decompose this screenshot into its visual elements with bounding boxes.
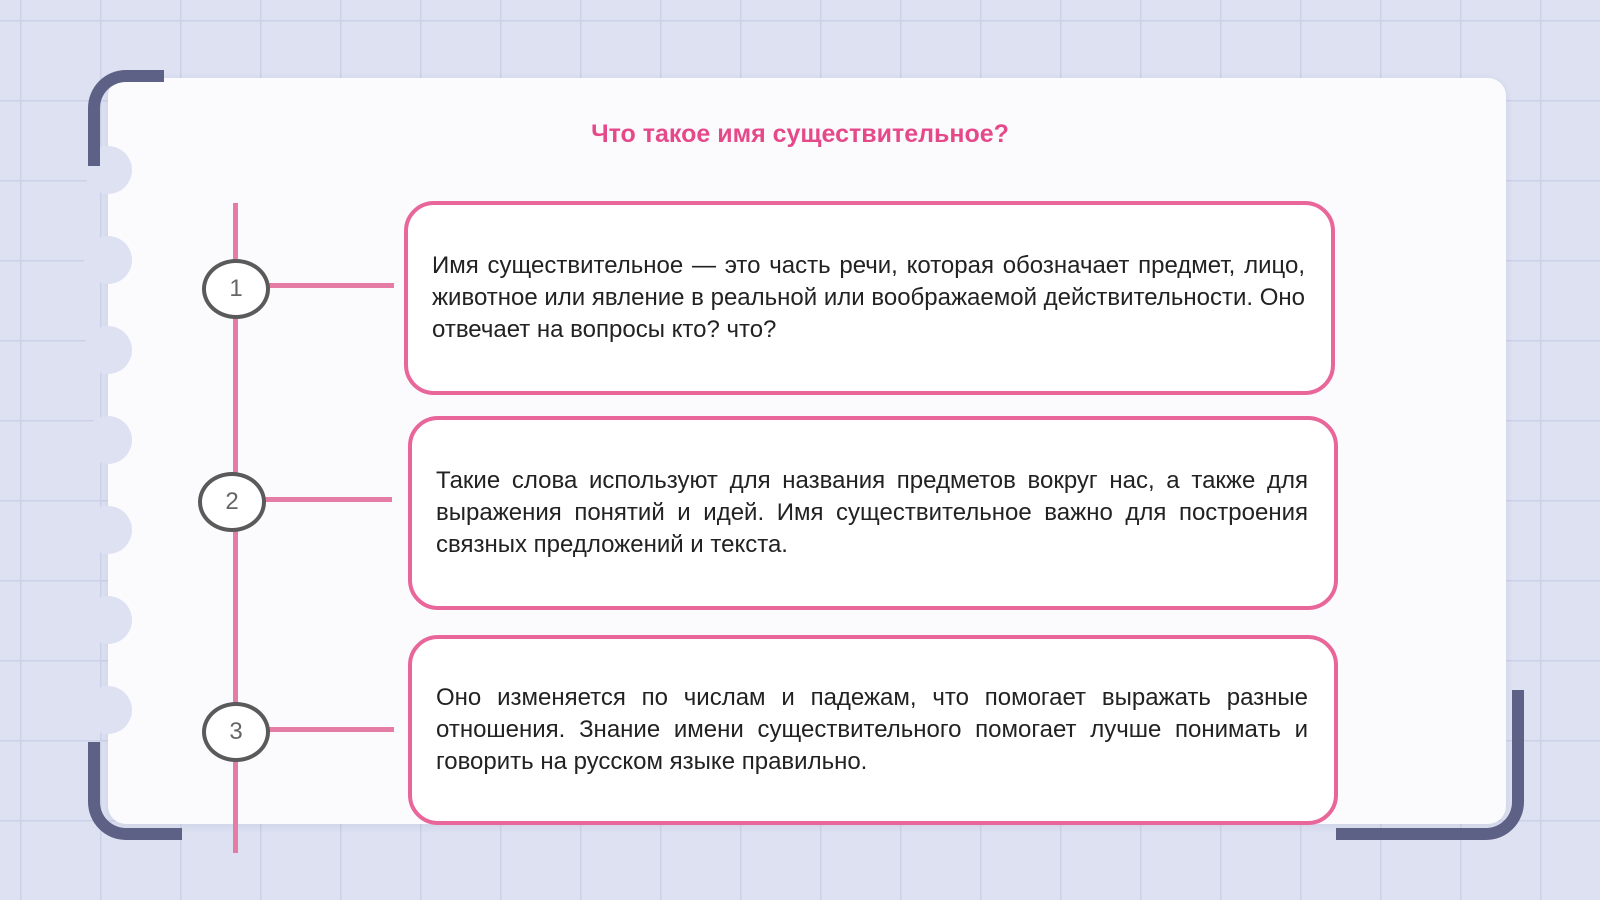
paper-scallop: [84, 326, 132, 374]
step-number-2: 2: [198, 472, 266, 532]
definition-card-3: [408, 635, 1338, 825]
paper-scallop: [84, 686, 132, 734]
slide-title: Что такое имя существительное?: [591, 120, 1009, 148]
step-number-1: 1: [202, 259, 270, 319]
connector-1: [264, 283, 394, 288]
connector-2: [262, 497, 392, 502]
connector-3: [264, 727, 394, 732]
definition-card-1: [404, 201, 1335, 395]
frame-corner-bottom-right: [1336, 690, 1524, 840]
frame-corner-top-left: [88, 70, 164, 166]
paper-scallop: [84, 596, 132, 644]
card-text-1: Имя существительное — это часть речи, которая обозначает предмет, лицо, животное или явление в реальной или воображаемой действительности. Оно отвечает на вопросы кто? что?: [432, 252, 1305, 343]
step-number-3: 3: [202, 702, 270, 762]
paper-scallop: [84, 416, 132, 464]
paper-scallop: [84, 236, 132, 284]
frame-corner-bottom-left: [88, 742, 182, 840]
card-text-3: Оно изменяется по числам и падежам, что помогает выражать разные отношения. Знание имени существительного помогает лучше понимать и говорить на русском языке правильно.: [436, 684, 1308, 775]
card-text-2: Такие слова используют для названия предметов вокруг нас, а также для выражения понятий и идей. Имя существительное важно для построения связных предложений и текста.: [436, 467, 1308, 558]
paper-scallop: [84, 506, 132, 554]
definition-card-2: [408, 416, 1338, 610]
